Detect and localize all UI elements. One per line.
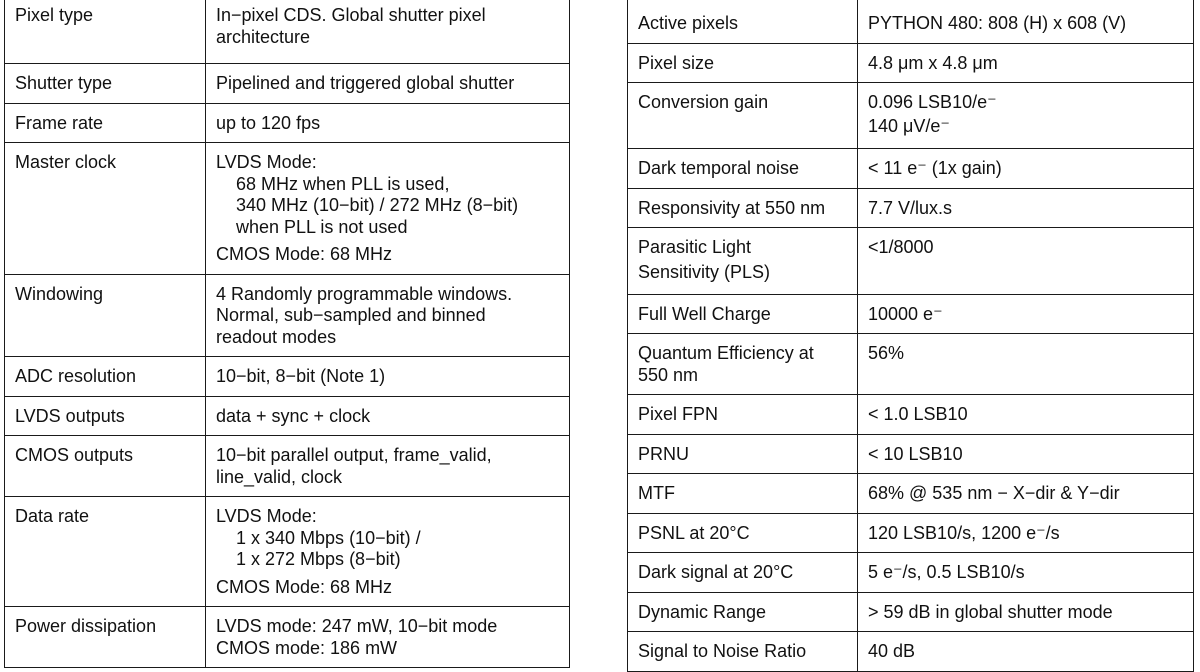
spec-label: Full Well Charge xyxy=(628,294,858,334)
left-spec-table xyxy=(4,0,570,668)
table-row xyxy=(628,434,1194,474)
spec-label: Power dissipation xyxy=(5,607,206,668)
table-row xyxy=(628,513,1194,553)
table-row xyxy=(628,149,1194,189)
spec-value: 10−bit parallel output, frame_valid, line_valid, clock xyxy=(206,436,570,497)
table-row xyxy=(5,607,570,668)
spec-label: Dark signal at 20°C xyxy=(628,553,858,593)
spec-value: 68% @ 535 nm − X−dir & Y−dir xyxy=(858,474,1194,514)
table-row xyxy=(5,396,570,436)
table-row xyxy=(628,334,1194,395)
spec-label: Master clock xyxy=(5,143,206,275)
spec-label: Pixel type xyxy=(5,0,206,64)
spec-value: LVDS Mode: 68 MHz when PLL is used, 340 MHz (10−bit) / 272 MHz (8−bit) when PLL is not used CMOS Mode: 68 MHz xyxy=(206,143,570,275)
spec-label: MTF xyxy=(628,474,858,514)
spec-label: Dark temporal noise xyxy=(628,149,858,189)
spec-label: Pixel size xyxy=(628,43,858,83)
spec-label: PSNL at 20°C xyxy=(628,513,858,553)
table-row xyxy=(5,357,570,397)
spec-label: Quantum Efficiency at 550 nm xyxy=(628,334,858,395)
spec-label: LVDS outputs xyxy=(5,396,206,436)
spec-value: up to 120 fps xyxy=(206,103,570,143)
spec-label: Data rate xyxy=(5,497,206,607)
spec-value: 4 Randomly programmable windows. Normal, sub−sampled and binned readout modes xyxy=(206,274,570,357)
spec-value: 0.096 LSB10/e⁻ 140 μV/e⁻ xyxy=(858,83,1194,149)
spec-label: Windowing xyxy=(5,274,206,357)
spec-value: 5 e⁻/s, 0.5 LSB10/s xyxy=(858,553,1194,593)
spec-label: Shutter type xyxy=(5,64,206,104)
spec-label: CMOS outputs xyxy=(5,436,206,497)
spec-value: Pipelined and triggered global shutter xyxy=(206,64,570,104)
spec-value: 7.7 V/lux.s xyxy=(858,188,1194,228)
spec-value: data + sync + clock xyxy=(206,396,570,436)
spec-value: < 11 e⁻ (1x gain) xyxy=(858,149,1194,189)
table-row xyxy=(5,64,570,104)
spec-value: < 1.0 LSB10 xyxy=(858,395,1194,435)
table-row xyxy=(628,632,1194,672)
spec-label: Responsivity at 550 nm xyxy=(628,188,858,228)
table-row xyxy=(628,188,1194,228)
table-row xyxy=(628,228,1194,295)
table-row xyxy=(5,103,570,143)
spec-label: Dynamic Range xyxy=(628,592,858,632)
table-row xyxy=(5,0,570,64)
table-row xyxy=(5,497,570,607)
spec-value: 4.8 μm x 4.8 μm xyxy=(858,43,1194,83)
table-row xyxy=(628,0,1194,43)
spec-value: <1/8000 xyxy=(858,228,1194,295)
table-row xyxy=(628,43,1194,83)
spec-label: PRNU xyxy=(628,434,858,474)
table-row xyxy=(628,553,1194,593)
table-row xyxy=(628,592,1194,632)
spec-value: 120 LSB10/s, 1200 e⁻/s xyxy=(858,513,1194,553)
table-row xyxy=(628,294,1194,334)
spec-value: > 59 dB in global shutter mode xyxy=(858,592,1194,632)
table-row xyxy=(628,474,1194,514)
table-row xyxy=(5,274,570,357)
spec-label: Pixel FPN xyxy=(628,395,858,435)
table-row xyxy=(628,395,1194,435)
right-spec-table xyxy=(627,0,1194,672)
spec-value: < 10 LSB10 xyxy=(858,434,1194,474)
spec-label: Active pixels xyxy=(628,0,858,43)
spec-value: In−pixel CDS. Global shutter pixel architecture xyxy=(206,0,570,64)
spec-label: ADC resolution xyxy=(5,357,206,397)
spec-value: LVDS Mode: 1 x 340 Mbps (10−bit) / 1 x 272 Mbps (8−bit) CMOS Mode: 68 MHz xyxy=(206,497,570,607)
spec-label: Parasitic Light Sensitivity (PLS) xyxy=(628,228,858,295)
spec-value: 10−bit, 8−bit (Note 1) xyxy=(206,357,570,397)
spec-value: PYTHON 480: 808 (H) x 608 (V) xyxy=(858,0,1194,43)
table-row xyxy=(5,436,570,497)
spec-label: Conversion gain xyxy=(628,83,858,149)
table-row xyxy=(5,143,570,275)
table-row xyxy=(628,83,1194,149)
spec-label: Signal to Noise Ratio xyxy=(628,632,858,672)
spec-value: 56% xyxy=(858,334,1194,395)
spec-value: 40 dB xyxy=(858,632,1194,672)
spec-label: Frame rate xyxy=(5,103,206,143)
spec-value: LVDS mode: 247 mW, 10−bit mode CMOS mode: 186 mW xyxy=(206,607,570,668)
spec-value: 10000 e⁻ xyxy=(858,294,1194,334)
